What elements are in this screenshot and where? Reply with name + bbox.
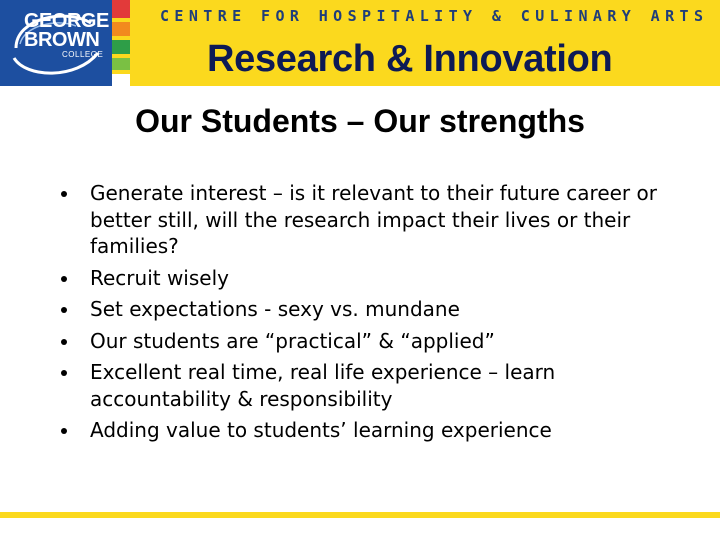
bullet-dot-icon [61, 428, 67, 434]
bullet-text: Our students are “practical” & “applied” [90, 328, 495, 353]
bullet-dot-icon [61, 339, 67, 345]
bullet-list [54, 180, 674, 449]
bullet-dot-icon [61, 191, 67, 197]
logo-brown-text: BROWN [24, 29, 100, 51]
stripe-orange [112, 22, 130, 36]
logo-george-text: GEORGE [24, 10, 109, 32]
slide-title: Our Students – Our strengths [135, 103, 585, 139]
bullet-text: Recruit wisely [90, 265, 229, 290]
footer-divider [0, 512, 720, 518]
bullet-dot-icon [61, 276, 67, 282]
bullet-item [54, 417, 674, 444]
slide-header [0, 0, 720, 86]
george-brown-logo [0, 0, 112, 86]
logo-college-text: COLLEGE [62, 50, 104, 59]
stripe-red [112, 0, 130, 18]
stripe-lightgreen [112, 58, 130, 70]
header-title: Research & Innovation [207, 38, 613, 80]
bullet-item [54, 359, 674, 412]
bullet-item [54, 328, 674, 355]
bullet-text: Adding value to students’ learning experience [90, 418, 552, 442]
stripe-white [112, 74, 130, 86]
department-name: CENTRE FOR HOSPITALITY & CULINARY ARTS [160, 7, 709, 25]
stripe-green [112, 40, 130, 54]
color-stripes [112, 0, 130, 86]
bullet-text: Excellent real time, real life experience – learn accountability & responsibility [90, 360, 556, 411]
bullet-item [54, 296, 674, 323]
bullet-item [54, 265, 674, 292]
bullet-dot-icon [61, 370, 67, 376]
bullet-item [54, 180, 674, 260]
bullet-dot-icon [61, 307, 67, 313]
bullet-text: Set expectations - sexy vs. mundane [90, 297, 460, 321]
bullet-text: Generate interest – is it relevant to their future career or better still, will the research impact their lives or their families? [90, 181, 657, 258]
